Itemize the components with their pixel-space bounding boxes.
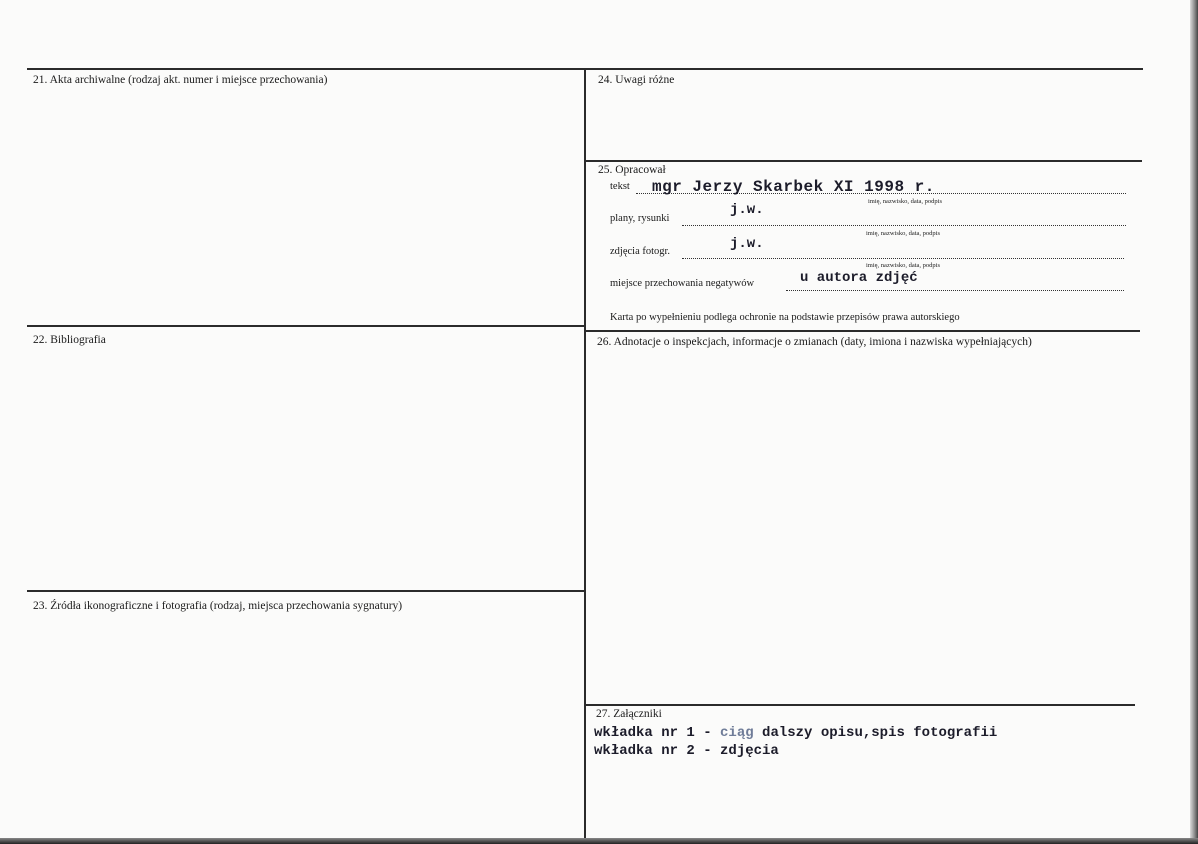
rule-22-23: [27, 590, 585, 592]
section-21-label: 21. Akta archiwalne (rodzaj akt. numer i miejsce przechowania): [33, 74, 328, 86]
section-26-label: 26. Adnotacje o inspekcjach, informacje o zmianach (daty, imiona i nazwiska wypełniających): [597, 336, 1032, 348]
attachment-line-prefix: wkładka nr 1 -: [594, 725, 721, 741]
field-text-caption: imię, nazwisko, data, podpis: [868, 198, 943, 205]
field-negatives-line: [786, 290, 1124, 291]
section-22-label: 22. Bibliografia: [33, 334, 106, 346]
attachment-line-faint: ciąg: [720, 725, 754, 741]
section-24-label: 24. Uwagi różne: [598, 74, 675, 86]
field-plans-caption: imię, nazwisko, data, podpis: [866, 230, 941, 237]
field-plans-value: j.w.: [730, 202, 764, 218]
section-27-label: 27. Załączniki: [596, 708, 662, 720]
field-text-value: mgr Jerzy Skarbek XI 1998 r.: [652, 178, 935, 196]
rule-21-22: [27, 325, 585, 327]
attachment-line: [594, 743, 779, 759]
attachment-line: [594, 725, 997, 741]
field-plans-label: plany, rysunki: [610, 213, 670, 224]
attachment-line-rest: dalszy opisu,spis fotografii: [753, 725, 998, 741]
field-negatives-label: miejsce przechowania negatywów: [610, 278, 755, 289]
paper-edge-right: [1190, 0, 1198, 844]
copyright-notice: Karta po wypełnieniu podlega ochronie na podstawie przepisów prawa autorskiego: [610, 312, 960, 323]
field-text-label: tekst: [610, 181, 630, 192]
field-plans-line: [682, 225, 1126, 226]
rule-26-27: [585, 704, 1135, 706]
field-photos-value: j.w.: [730, 236, 764, 252]
center-divider: [584, 68, 586, 844]
field-photos-line: [682, 258, 1124, 259]
field-photos-label: zdjęcia fotogr.: [610, 246, 671, 257]
section-25-label: 25. Opracował: [598, 164, 666, 176]
field-photos-caption: imię, nazwisko, data, podpis: [866, 262, 941, 269]
section-23-label: 23. Źródła ikonograficzne i fotografia (rodzaj, miejsca przechowania sygnatury): [33, 600, 403, 612]
field-negatives-value: u autora zdjęć: [800, 270, 918, 286]
paper-edge-bottom: [0, 838, 1198, 844]
attachment-line-prefix: wkładka nr 2 - zdjęcia: [594, 743, 779, 759]
rule-25-26: [585, 330, 1140, 332]
rule-24-25: [585, 160, 1142, 162]
